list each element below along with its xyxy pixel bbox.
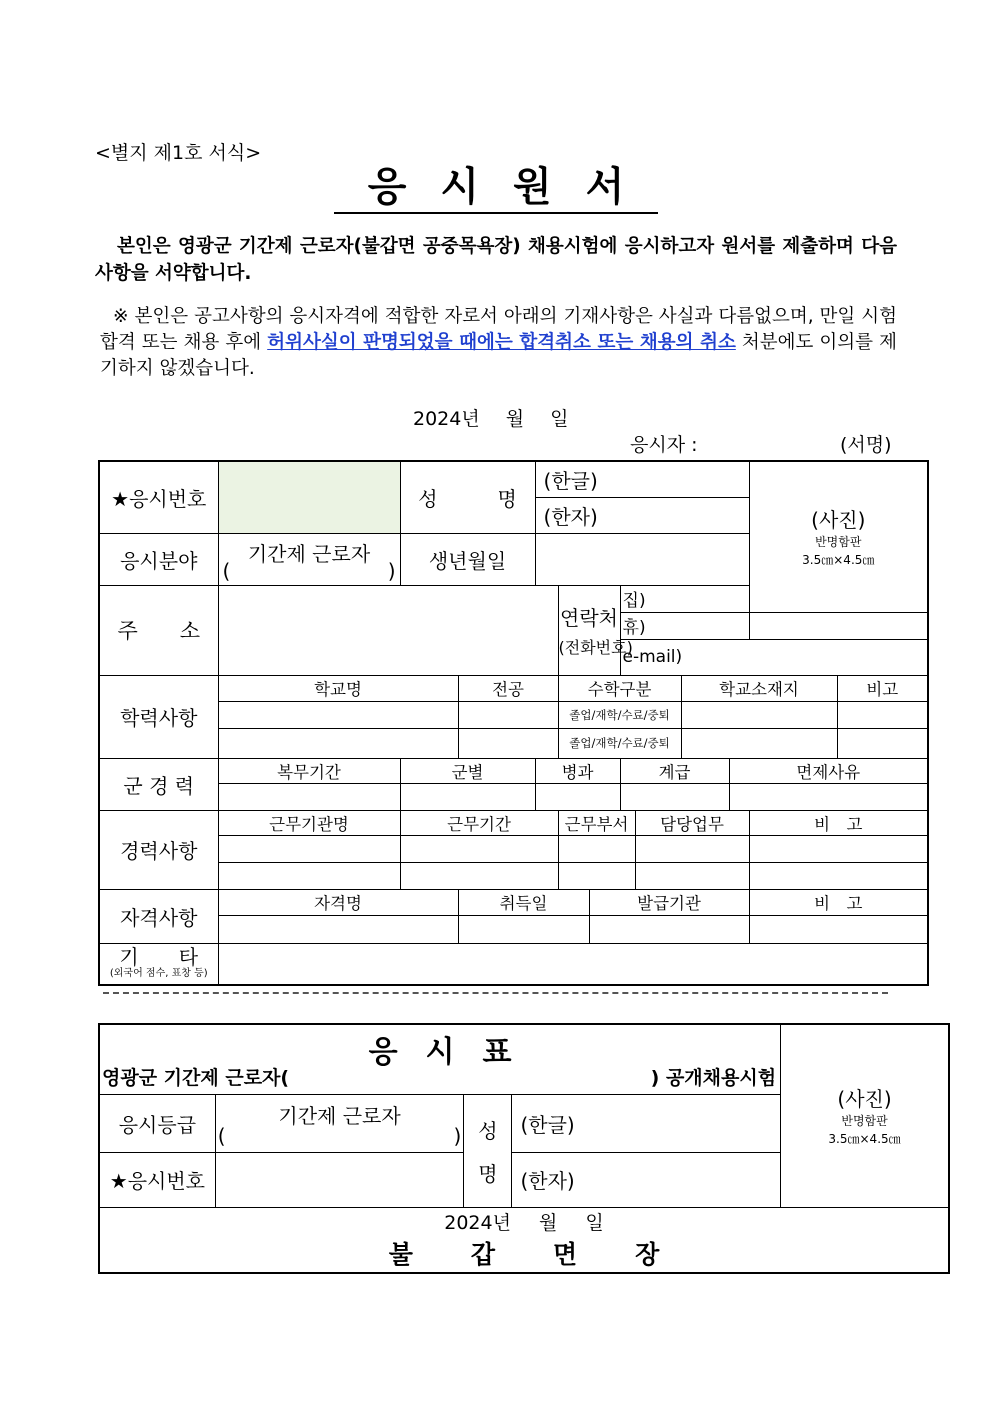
education-school-field[interactable]	[218, 728, 458, 758]
name-korean-field[interactable]: (한글)	[535, 461, 749, 497]
license-header-note: 비 고	[749, 889, 928, 915]
email-field[interactable]: e-mail)	[620, 639, 928, 675]
career-header-org: 근무기관명	[218, 810, 400, 835]
military-label: 군 경 력	[99, 758, 218, 810]
military-header-specialty: 병과	[535, 758, 620, 783]
birth-field[interactable]	[535, 533, 749, 585]
signature-field[interactable]: (서명)	[840, 434, 892, 456]
education-header-location: 학교소재지	[681, 675, 837, 701]
education-label: 학력사항	[99, 675, 218, 758]
career-dept-field[interactable]	[558, 835, 635, 862]
application-date[interactable]: 2024년 월 일	[413, 408, 569, 430]
career-duty-field[interactable]	[635, 835, 749, 862]
license-header-issuer: 발급기관	[589, 889, 749, 915]
ticket-date[interactable]: 2024년 월 일	[444, 1212, 604, 1235]
military-specialty-field[interactable]	[535, 783, 620, 810]
military-header-exemption: 면제사유	[729, 758, 928, 783]
license-issuer-field[interactable]	[589, 915, 749, 943]
address-label: 주 소	[99, 585, 218, 675]
career-header-duty: 담당업무	[635, 810, 749, 835]
application-form-table	[98, 460, 929, 986]
ticket-title: 응시표	[368, 1035, 540, 1071]
license-name-field[interactable]	[218, 915, 458, 943]
education-major-field[interactable]	[458, 728, 558, 758]
education-note-field[interactable]	[837, 701, 928, 728]
career-duty-field[interactable]	[635, 862, 749, 889]
career-header-period: 근무기간	[400, 810, 558, 835]
form-title: 응시원서	[0, 155, 992, 212]
career-header-dept: 근무부서	[558, 810, 635, 835]
military-header-period: 복무기간	[218, 758, 400, 783]
military-exemption-field[interactable]	[729, 783, 928, 810]
career-period-field[interactable]	[400, 835, 558, 862]
career-header-note: 비 고	[749, 810, 928, 835]
military-branch-field[interactable]	[400, 783, 535, 810]
form-number-label: <별지 제1호 서식>	[95, 142, 262, 164]
education-note-field[interactable]	[837, 728, 928, 758]
education-header-school: 학교명	[218, 675, 458, 701]
license-header-name: 자격명	[218, 889, 458, 915]
ticket-subtitle-right: ) 공개채용시험	[650, 1066, 777, 1089]
military-header-branch: 군별	[400, 758, 535, 783]
etc-field[interactable]	[218, 943, 928, 985]
birth-label: 생년월일	[400, 533, 535, 585]
career-label: 경력사항	[99, 810, 218, 889]
photo-label: (사진)	[811, 508, 866, 533]
education-location-field[interactable]	[681, 728, 837, 758]
ticket-footer	[99, 1207, 949, 1273]
ticket-exam-number-label: ★응시번호	[99, 1152, 215, 1207]
ticket-photo-box: (사진) 반명함판 3.5㎝×4.5㎝	[781, 1024, 949, 1207]
ticket-header	[99, 1024, 781, 1094]
education-major-field[interactable]	[458, 701, 558, 728]
ticket-subtitle-left: 영광군 기간제 근로자(	[102, 1066, 290, 1089]
education-status-options[interactable]: 졸업/재학/수료/중퇴	[558, 728, 681, 758]
license-label: 자격사항	[99, 889, 218, 943]
pledge-highlight: 허위사실이 판명되었을 때에는 합격취소 또는 채용의 취소	[267, 332, 736, 353]
ticket-issuer: 불갑면장	[388, 1240, 718, 1270]
ticket-name-label: 성 명	[464, 1094, 512, 1207]
education-header-major: 전공	[458, 675, 558, 701]
career-period-field[interactable]	[400, 862, 558, 889]
field-label: 응시분야	[99, 533, 218, 585]
name-label: 성 명	[400, 461, 535, 533]
address-field[interactable]	[218, 585, 558, 675]
etc-label: 기 타 (외국어 점수, 표창 등)	[99, 943, 218, 985]
exam-ticket-table	[98, 1023, 950, 1274]
ticket-grade-label: 응시등급	[99, 1094, 215, 1152]
career-dept-field[interactable]	[558, 862, 635, 889]
education-status-options[interactable]: 졸업/재학/수료/중퇴	[558, 701, 681, 728]
license-date-field[interactable]	[458, 915, 589, 943]
photo-size-note: 반명함판 3.5㎝×4.5㎝	[802, 535, 875, 568]
name-hanja-field[interactable]: (한자)	[535, 497, 749, 533]
contact-label: 연락처 (전화번호)	[558, 585, 620, 675]
ticket-exam-number-field[interactable]	[215, 1152, 464, 1207]
career-note-field[interactable]	[749, 862, 928, 889]
military-header-rank: 계급	[620, 758, 729, 783]
ticket-name-korean-field[interactable]: (한글)	[512, 1094, 781, 1152]
applicant-label: 응시자 :	[630, 434, 698, 456]
career-note-field[interactable]	[749, 835, 928, 862]
exam-number-field[interactable]	[218, 461, 400, 533]
field-value[interactable]: 기간제 근로자 ( )	[218, 533, 400, 585]
intro-statement: 본인은 영광군 기간제 근로자(불갑면 공중목욕장) 채용시험에 응시하고자 원서를 제출하며 다음 사항을 서약합니다.	[95, 236, 897, 284]
photo-box-bottom	[749, 612, 928, 639]
military-rank-field[interactable]	[620, 783, 729, 810]
education-school-field[interactable]	[218, 701, 458, 728]
cut-line	[103, 992, 888, 994]
license-note-field[interactable]	[749, 915, 928, 943]
home-phone-field[interactable]: 집)	[620, 585, 749, 612]
pledge-statement: ※ 본인은 공고사항의 응시자격에 적합한 자로서 아래의 기재사항은 사실과 다름없으며, 만일 시험합격 또는 채용 후에 허위사실이 판명되었을 때에는 합격취소 또는 채용의 취소 처분에도 이의를 제기하지 않겠습니다.	[100, 306, 897, 379]
mobile-phone-field[interactable]: 휴)	[620, 612, 749, 639]
career-org-field[interactable]	[218, 835, 400, 862]
exam-number-label: ★응시번호	[99, 461, 218, 533]
education-location-field[interactable]	[681, 701, 837, 728]
education-header-note: 비고	[837, 675, 928, 701]
photo-box	[749, 461, 928, 612]
military-period-field[interactable]	[218, 783, 400, 810]
ticket-grade-value[interactable]: 기간제 근로자 ( )	[215, 1094, 464, 1152]
education-header-status: 수학구분	[558, 675, 681, 701]
license-header-date: 취득일	[458, 889, 589, 915]
ticket-name-hanja-field[interactable]: (한자)	[512, 1152, 781, 1207]
career-org-field[interactable]	[218, 862, 400, 889]
